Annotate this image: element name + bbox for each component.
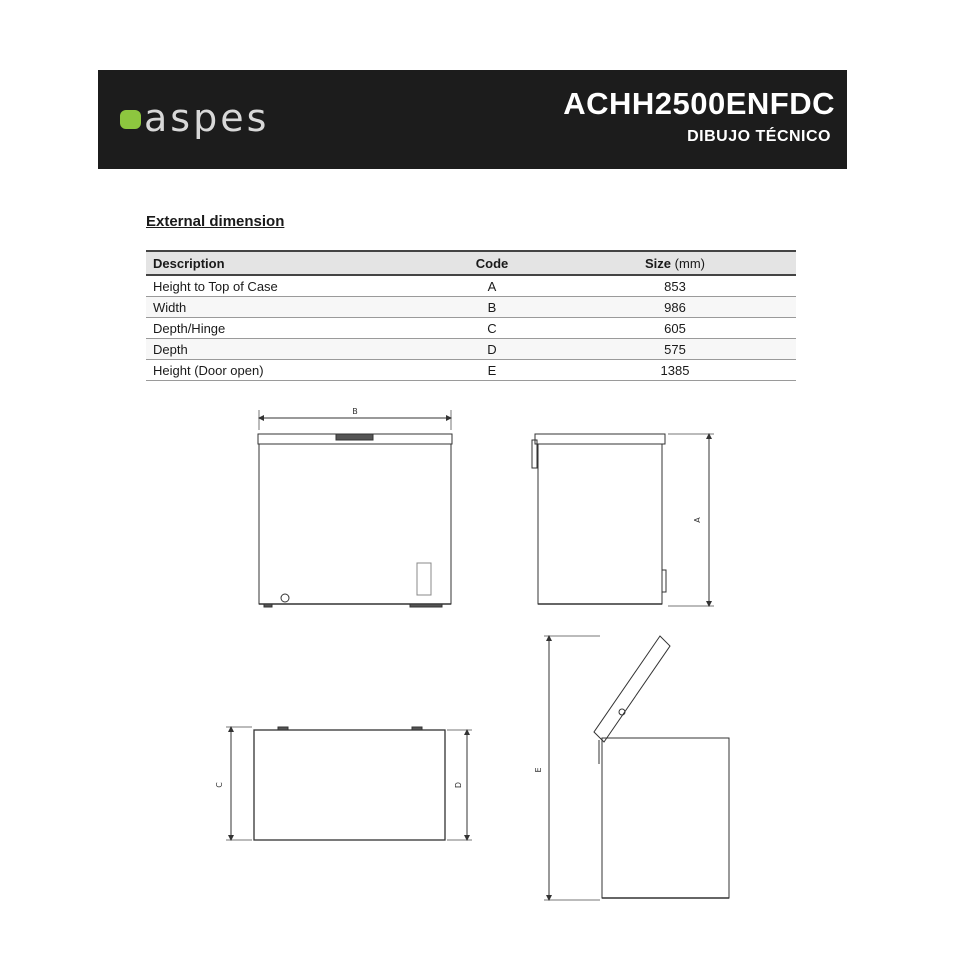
front-control-panel: [417, 563, 431, 595]
col-header-description: Description: [146, 251, 430, 275]
model-number: ACHH2500ENFDC: [563, 86, 835, 121]
row-size: 986: [554, 297, 796, 318]
row-size: 1385: [554, 360, 796, 381]
row-code: E: [430, 360, 554, 381]
row-code: B: [430, 297, 554, 318]
side-dimension-label: A: [693, 517, 702, 523]
row-size: 853: [554, 275, 796, 297]
front-foot-left: [264, 604, 272, 607]
row-code: C: [430, 318, 554, 339]
front-handle: [336, 434, 373, 440]
side-body: [538, 444, 662, 604]
front-body: [259, 444, 451, 604]
front-foot-right: [410, 604, 442, 607]
open-door-view: [544, 636, 729, 900]
top-body: [254, 730, 445, 840]
front-dimension-label: B: [352, 407, 358, 416]
row-description: Width: [146, 297, 430, 318]
row-description: Height to Top of Case: [146, 275, 430, 297]
open-lid: [594, 636, 670, 742]
section-title: External dimension: [146, 213, 285, 230]
open-body: [602, 738, 729, 898]
row-size: 605: [554, 318, 796, 339]
top-dimension-d-label: D: [454, 781, 463, 789]
front-knob-icon: [281, 594, 289, 602]
top-hinge-left: [278, 727, 288, 730]
top-dimension-c-label: C: [215, 782, 224, 788]
row-description: Depth/Hinge: [146, 318, 430, 339]
col-header-code: Code: [430, 251, 554, 275]
side-lid: [535, 434, 665, 444]
open-dimension-label: E: [534, 767, 543, 773]
side-rear-vent: [662, 570, 666, 592]
front-view: [258, 410, 452, 607]
document-subtitle: DIBUJO TÉCNICO: [687, 128, 831, 145]
col-header-size-label: Size: [645, 255, 672, 271]
row-code: A: [430, 275, 554, 297]
row-description: Height (Door open): [146, 360, 430, 381]
side-view: [532, 434, 714, 606]
row-code: D: [430, 339, 554, 360]
row-description: Depth: [146, 339, 430, 360]
row-size: 575: [554, 339, 796, 360]
brand-name: aspes: [144, 96, 270, 140]
top-view: [226, 727, 472, 840]
top-hinge-right: [412, 727, 422, 730]
col-header-size-unit: (mm): [674, 255, 705, 271]
